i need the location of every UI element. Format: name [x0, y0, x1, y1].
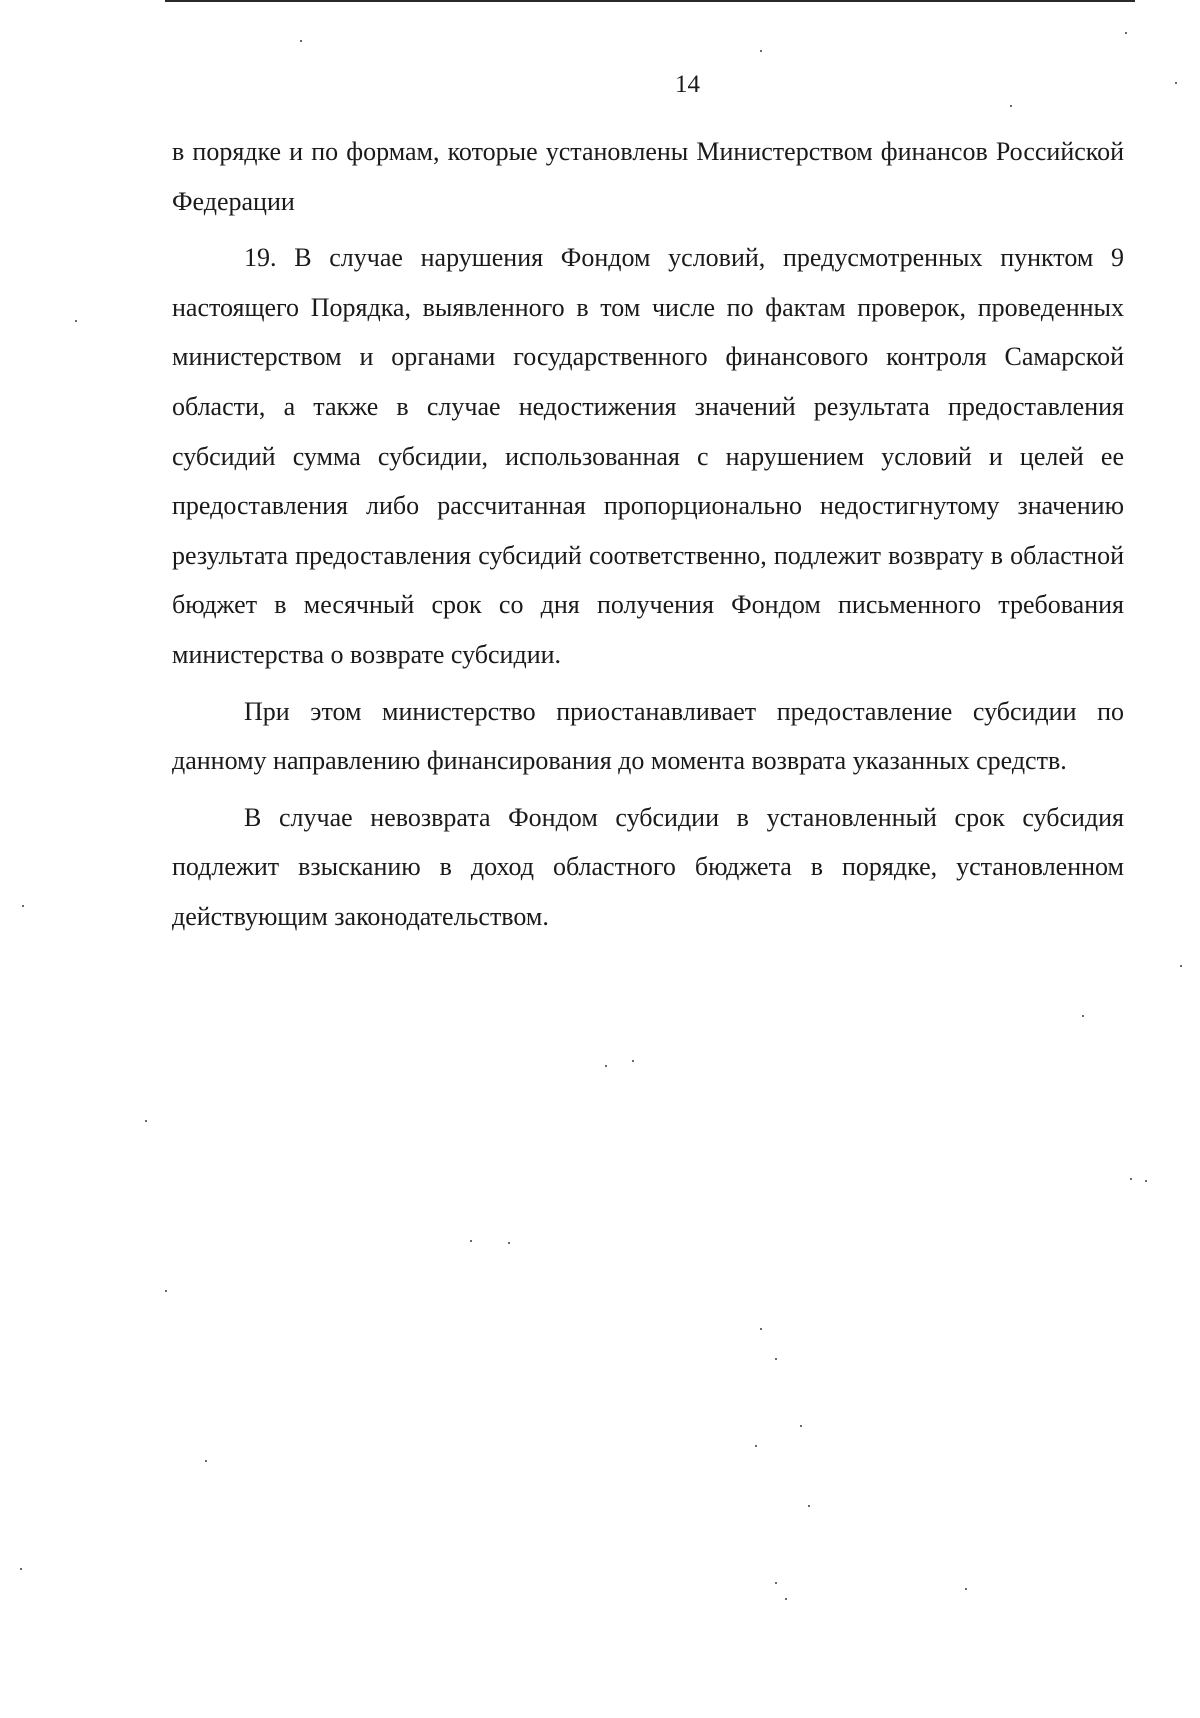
- scan-speck: [808, 1505, 810, 1507]
- scan-speck: [145, 1120, 147, 1122]
- scan-speck: [470, 1240, 472, 1242]
- scan-speck: [22, 905, 24, 907]
- scan-speck: [1130, 1178, 1132, 1180]
- scan-speck: [1125, 32, 1127, 34]
- paragraph-recovery: В случае невозврата Фондом субсидии в установленный срок субсидия подлежит взысканию в доход областного бюджета в порядке, установленном действующим законодательством.: [172, 802, 1124, 931]
- document-body: [172, 127, 1124, 942]
- scan-speck: [300, 40, 302, 42]
- scan-speck: [1082, 1015, 1084, 1017]
- top-border-line: [165, 0, 1135, 2]
- scan-speck: [785, 1598, 787, 1600]
- scan-speck: [775, 1582, 777, 1584]
- scan-speck: [75, 320, 77, 322]
- scan-speck: [20, 1568, 22, 1570]
- scan-speck: [205, 1460, 207, 1462]
- page-number: 14: [675, 71, 700, 98]
- scan-speck: [1175, 82, 1177, 84]
- scan-speck: [632, 1060, 634, 1062]
- paragraph-suspension: При этом министерство приостанавливает предоставление субсидии по данному направлению финансирования до момента возврата указанных средств.: [172, 696, 1124, 776]
- scan-speck: [1010, 105, 1012, 107]
- scan-speck: [760, 50, 762, 52]
- scan-speck: [165, 1290, 167, 1292]
- paragraph-continuation: в порядке и по формам, которые установлены Министерством финансов Российской Федерации: [172, 137, 1124, 216]
- scan-speck: [800, 1425, 802, 1427]
- scan-speck: [1145, 1180, 1147, 1182]
- scan-speck: [605, 1065, 607, 1067]
- paragraph-clause-19: 19. В случае нарушения Фондом условий, предусмотренных пунктом 9 настоящего Порядка, выявленного в том числе по фактам проверок, проведенных министерством и органами государственного финансового контроля Самарской области, а также в случае недостижения значений результата предоставления субсидий сумма субсидии, использованная с нарушением условий и целей ее предоставления либо рассчитанная пропорционально недостигнутому значению результата предоставления субсидий соответственно, подлежит возврату в областной бюджет в месячный срок со дня получения Фондом письменного требования министерства о возврате субсидии.: [172, 243, 1124, 669]
- scan-speck: [775, 1358, 777, 1360]
- scan-speck: [760, 1328, 762, 1330]
- scan-speck: [965, 1588, 967, 1590]
- scan-speck: [1180, 965, 1182, 967]
- scan-speck: [755, 1445, 757, 1447]
- scan-speck: [508, 1242, 510, 1244]
